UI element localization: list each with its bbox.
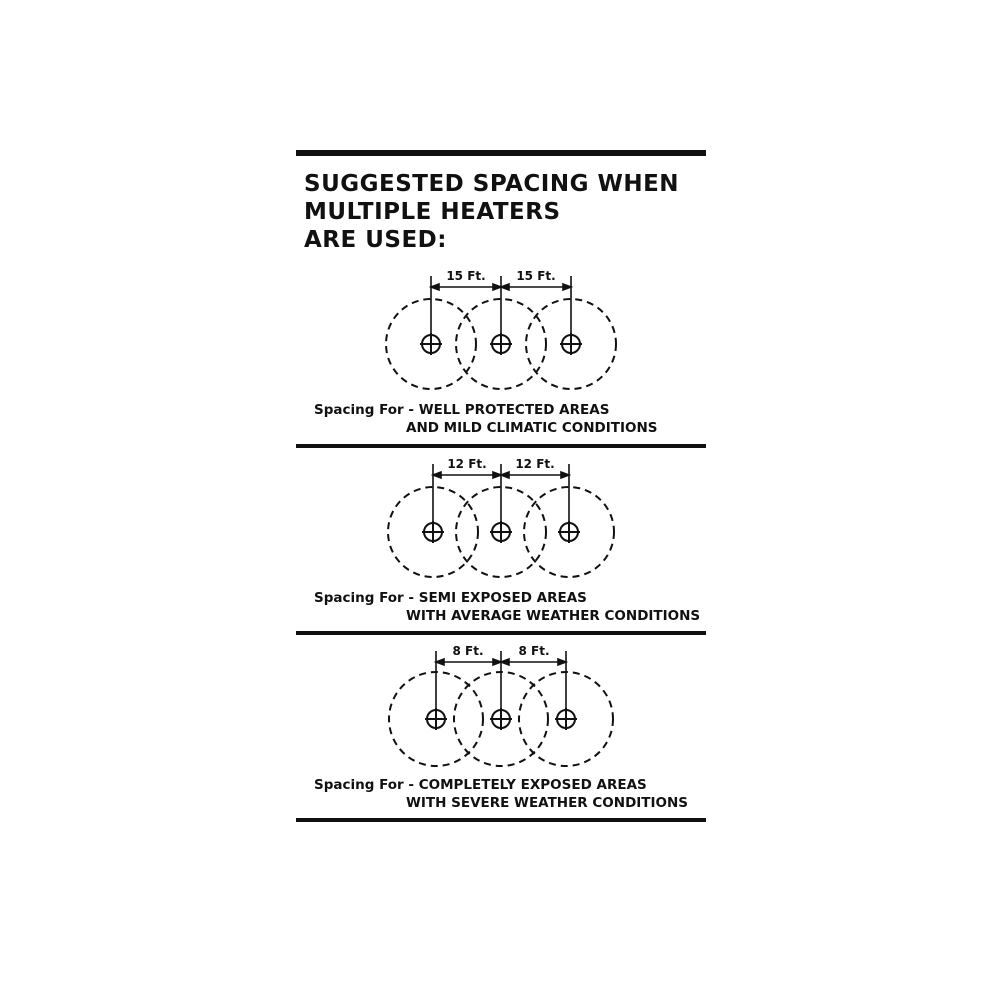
- caption-line-1: WELL PROTECTED AREAS: [418, 402, 610, 419]
- section-well-protected: [296, 260, 706, 443]
- dimension-arrow: [501, 472, 569, 478]
- title-line-2: MULTIPLE HEATERS: [304, 199, 561, 226]
- diagram-semi-exposed: [296, 454, 706, 589]
- caption-lead: Spacing For -: [314, 589, 419, 606]
- title-line-1: SUGGESTED SPACING WHEN: [304, 171, 680, 197]
- page-title: [296, 156, 706, 260]
- caption-line-2: WITH SEVERE WEATHER CONDITIONS: [406, 795, 689, 812]
- dimension-label: 15 Ft.: [446, 269, 486, 284]
- dimension-arrow: [433, 472, 501, 478]
- caption-lead: Spacing For -: [314, 777, 419, 794]
- caption-line-1: COMPLETELY EXPOSED AREAS: [418, 777, 647, 794]
- spacing-diagram-svg-1: [336, 266, 666, 401]
- caption-lead: Spacing For -: [314, 402, 419, 419]
- dimension-arrow: [431, 284, 501, 290]
- dimension-arrow: [501, 659, 566, 665]
- diagram-well-protected: [296, 266, 706, 401]
- bottom-divider-rule: [296, 818, 706, 822]
- section-semi-exposed: [296, 448, 706, 631]
- caption-line-1: SEMI EXPOSED AREAS: [418, 589, 587, 606]
- spacing-guide-sheet: [296, 150, 706, 840]
- heater-symbol: [425, 708, 447, 730]
- caption-line-2: AND MILD CLIMATIC CONDITIONS: [406, 420, 658, 437]
- spacing-diagram-svg-2: [336, 454, 666, 589]
- diagram-completely-exposed: [296, 641, 706, 776]
- title-line-3: ARE USED:: [304, 227, 447, 254]
- caption-semi-exposed: [296, 589, 706, 625]
- dimension-label: 8 Ft.: [518, 644, 550, 659]
- caption-completely-exposed: [296, 776, 706, 812]
- section-completely-exposed: [296, 635, 706, 818]
- caption-line-2: WITH AVERAGE WEATHER CONDITIONS: [406, 607, 701, 624]
- dimension-arrow: [436, 659, 501, 665]
- dimension-label: 12 Ft.: [515, 456, 555, 471]
- dimension-label: 12 Ft.: [447, 456, 487, 471]
- dimension-label: 8 Ft.: [452, 644, 484, 659]
- dimension-arrow: [501, 284, 571, 290]
- heater-symbol: [490, 708, 512, 730]
- caption-well-protected: [296, 401, 706, 437]
- heater-symbol: [555, 708, 577, 730]
- dimension-label: 15 Ft.: [516, 269, 556, 284]
- spacing-diagram-svg-3: [336, 641, 666, 776]
